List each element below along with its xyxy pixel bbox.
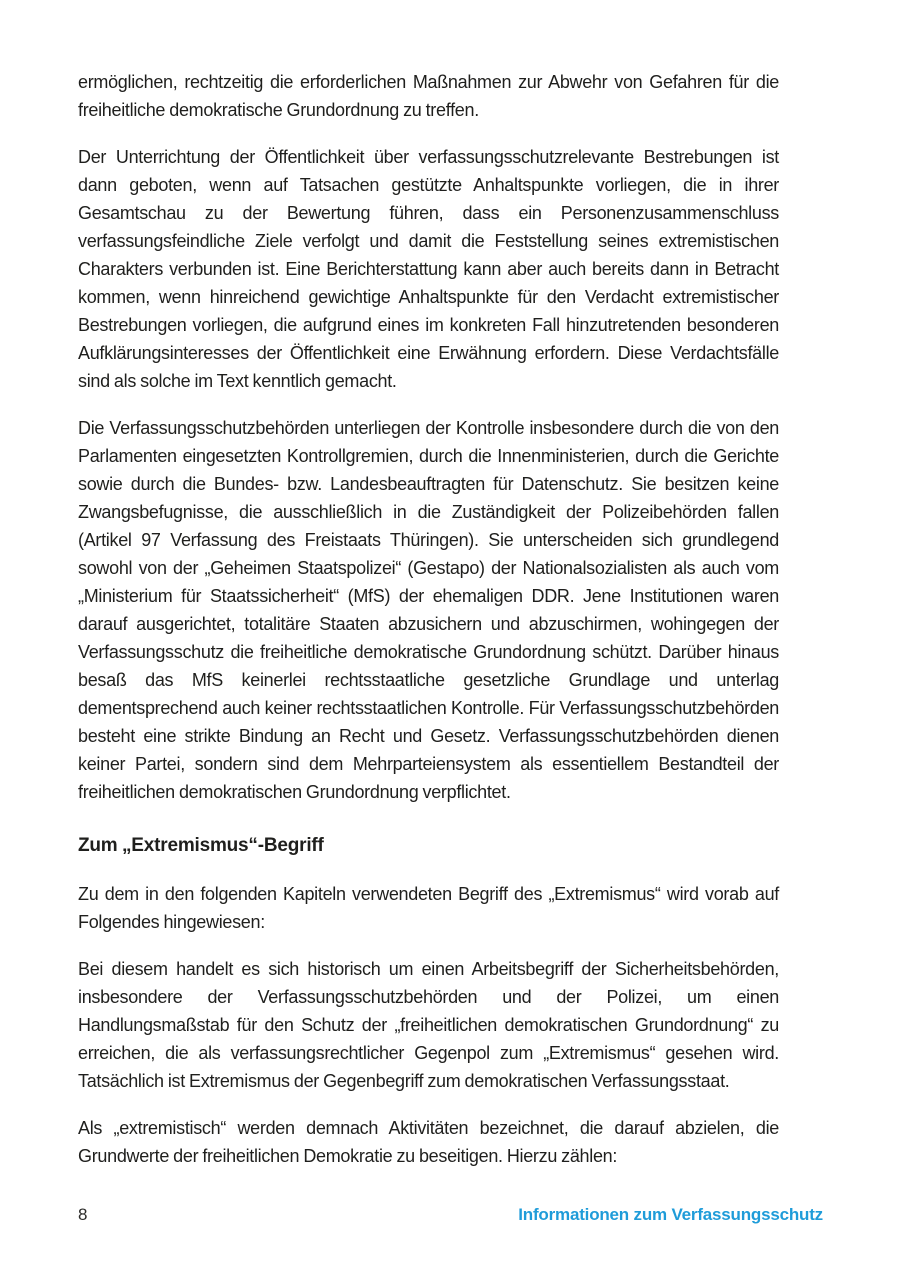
running-title: Informationen zum Verfassungsschutz: [518, 1205, 823, 1224]
section-heading: Zum „Extremismus“-Begriff: [78, 835, 324, 856]
body-paragraph: Als „extremistisch“ werden demnach Aktivitäten bezeichnet, die darauf abzielen, die Grundwerte der freiheitlichen Demokratie zu beseitigen. Hierzu zählen:: [78, 1118, 779, 1166]
body-paragraph: Der Unterrichtung der Öffentlichkeit über verfassungsschutzrelevante Bestrebungen ist dann geboten, wenn auf Tatsachen gestützte Anhaltspunkte vorliegen, die in ihrer Gesamtschau zu der Bewertung führen, dass ein Personenzusammenschluss verfassungsfeindliche Ziele verfolgt und damit die Feststellung seines extremistischen Charakters verbunden ist. Eine Berichterstattung kann aber auch bereits dann in Betracht kommen, wenn hinreichend gewichtige Anhaltspunkte für den Verdacht extremistischer Bestrebungen vorliegen, die aufgrund eines im konkreten Fall hinzutretenden besonderen Aufklärungsinteresses der Öffentlichkeit eine Erwähnung erfordern. Diese Verdachtsfälle sind als solche im Text kenntlich gemacht.: [78, 147, 779, 391]
page-number: 8: [78, 1205, 88, 1224]
page-footer: [78, 1203, 823, 1227]
body-paragraph: Bei diesem handelt es sich historisch um einen Arbeitsbegriff der Sicherheitsbehörden, insbesondere der Verfassungsschutzbehörden und der Polizei, um einen Handlungsmaßstab für den Schutz der „freiheitlichen demokratischen Grundordnung“ zu erreichen, die als verfassungsrechtlicher Gegenpol zum „Extremismus“ gesehen wird. Tatsächlich ist Extremismus der Gegenbegriff zum demokratischen Verfassungsstaat.: [78, 959, 779, 1091]
body-text-column: [78, 68, 779, 1189]
body-paragraph: Zu dem in den folgenden Kapiteln verwendeten Begriff des „Extremismus“ wird vorab auf Folgendes hingewiesen:: [78, 884, 779, 932]
body-paragraph: Die Verfassungsschutzbehörden unterliegen der Kontrolle insbesondere durch die von den Parlamenten eingesetzten Kontrollgremien, durch die Innenministerien, durch die Gerichte sowie durch die Bundes- bzw. Landesbeauftragten für Datenschutz. Sie besitzen keine Zwangsbefugnisse, die ausschließlich in die Zuständigkeit der Polizeibehörden fallen (Artikel 97 Verfassung des Freistaats Thüringen). Sie unterscheiden sich grundlegend sowohl von der „Geheimen Staatspolizei“ (Gestapo) der Nationalsozialisten als auch vom „Ministerium für Staatssicherheit“ (MfS) der ehemaligen DDR. Jene Institutionen waren darauf ausgerichtet, totalitäre Staaten abzusichern und abzuschirmen, wohingegen der Verfassungsschutz die freiheitliche demokratische Grundordnung schützt. Darüber hinaus besaß das MfS keinerlei rechtsstaatliche gesetzliche Grundlage und unterlag dementsprechend auch keiner rechtsstaatlichen Kontrolle. Für Verfassungsschutzbehörden besteht eine strikte Bindung an Recht und Gesetz. Verfassungsschutzbehörden dienen keiner Partei, sondern sind dem Mehrparteiensystem als essentiellem Bestandteil der freiheitlichen demokratischen Grundordnung verpflichtet.: [78, 418, 779, 802]
body-paragraph: ermöglichen, rechtzeitig die erforderlichen Maßnahmen zur Abwehr von Gefahren für die freiheitliche demokratische Grundordnung zu treffen.: [78, 72, 779, 120]
